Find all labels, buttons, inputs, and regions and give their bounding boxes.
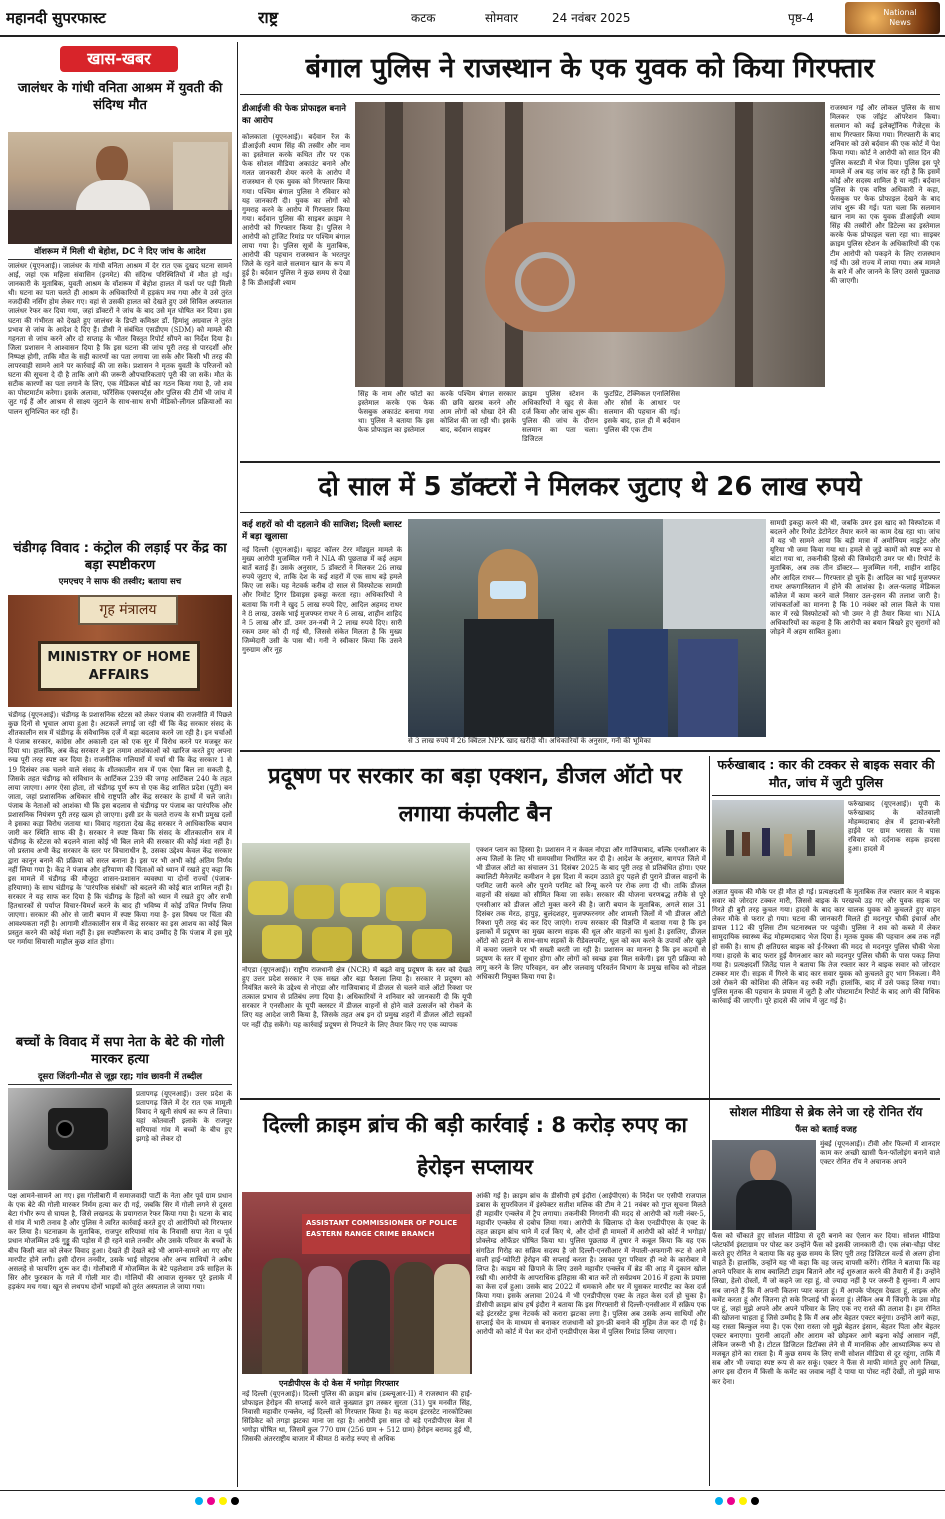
paper-name: महानदी सुपरफास्ट [6, 9, 106, 27]
story-pratapgarh-headline: बच्चों के विवाद में सपा नेता के बेटे की गोली मारकर हत्या [15, 1035, 225, 1067]
color-registration-marks [195, 1497, 255, 1507]
acp-banner-line2: EASTERN RANGE CRIME BRANCH [306, 1230, 435, 1238]
masthead-rule [0, 35, 945, 37]
story-bengal-col4: क्राइम पुलिस स्टेशन के अधिकारियों ने खुद से केस दर्ज किया और जांच शुरू की। पुलिस की जांच के दौरान सलमान का पता चला। डिजिटल [522, 390, 598, 444]
story-doctors-photo [408, 519, 766, 737]
day-label: सोमवार [485, 11, 519, 25]
story-ronit-subhead: फैंस को बताई वजह [795, 1125, 857, 1135]
story-heroin-col1: नई दिल्ली (यूएनआई)। दिल्ली पुलिस की क्राइम ब्रांच (डब्ल्यूआर-II) ने राजस्थान की हाई-प्रोफाइल हेरोइन की सप्लाई करने वाले कुख्यात ड्रग तस्कर सुरता (31) पुत्र मनवीत सिंह, निवासी महावीर एन्क्लेव, नई दिल्ली को गिरफ्तार किया है। यह कदम इंटरस्टेट नारकोटिक्स सिंडिकेट को तगड़ा झटका माना जा रहा है। आरोपी इस साल दो बड़े एनडीपीएस केस में भगोड़ा घोषित था, जिसमें कुल 770 ग्राम (256 ग्राम + 512 ग्राम) हेरोइन बरामद हुई थी, जिसकी अंतरराष्ट्रीय बाजार में कीमत 8 करोड़ रुपए से अधिक [242, 1390, 472, 1444]
national-news-logo: National News [845, 2, 940, 34]
story-ronit-photo [712, 1140, 816, 1230]
section-label: राष्ट्र [258, 8, 279, 27]
story-bengal-col5: फुटप्रिंट, टेक्निकल एनालिसिस और सोर्स के आधार पर सलमान की पहचान की गई। इसके बाद, हाल ही में बर्दवान पुलिस की एक टीम [604, 390, 680, 435]
story-chandigarh-headline: चंडीगढ़ विवाद : कंट्रोल की लड़ाई पर केंद्र का बड़ा स्पष्टीकरण [13, 541, 227, 573]
story-heroin-photo [242, 1192, 472, 1374]
story-pratapgarh-body-a: प्रतापगढ़ (यूएनआई)। उत्तर प्रदेश के प्रतापगढ़ जिले में देर रात एक मामूली विवाद ने खूनी संघर्ष का रूप ले लिया। यहां कोतवाली इलाके के राजपुर सरियावां गांव में बच्चों के बीच हुए झगड़े को लेकर दो [136, 1090, 232, 1144]
story-bengal-headline: बंगाल पुलिस ने राजस्थान के एक युवक को किया गिरफ्तार [305, 53, 875, 84]
story-ronit-top-rule [712, 1098, 940, 1100]
center-right-divider [709, 756, 710, 1486]
story-farrukhabad-body: अज्ञात युवक की मौके पर ही मौत हो गई। प्रत्यक्षदर्शी के मुताबिक तेज रफ्तार कार ने बाइक सवार को जोरदार टक्कर मारी, जिससे बाइक के परखच्चे उड़ गए और युवक सड़क पर गिरते ही बुरी तरह कुचल गया। हादसे के बाद कार चालक युवक को कुचलते हुए वाहन लेकर मौके से फरार हो गया। घटना की जानकारी मिलते ही मदनपुर चौकी इंचार्ज और डायल 112 की पुलिस टीम घटनास्थल पर पहुंची। पुलिस ने शव को कब्जे में लेकर सामुदायिक स्वास्थ्य केंद्र मोहम्मदाबाद भेज दिया है। मृतक युवक की पहचान अब तक नहीं हो सकी है। साथ ही क्षतिग्रस्त बाइक को ई-रिक्शा की मदद से मदनपुर पुलिस चौकी भेजा गया। हादसे के बाद फरार हुई वैगनआर कार को मदनपुर पुलिस चौकी के पास पकड़ लिया गया है। प्रत्यक्षदर्शी जितेंद्र पाल ने बताया कि तेज रफ्तार कार ने बाइक सवार को जोरदार टक्कर मार दी। सड़क में गिरने के बाद कार सवार युवक को कुचलते हुए भाग निकला। मैंने उसे रोकने की कोशिश की लेकिन वह रुकी नहीं। हालांकि, बाद में उसे पकड़ लिया गया। पुलिस मृतक की पहचान के प्रयास में जुटी है और पोस्टमार्टम रिपोर्ट के बाद आगे की विधिक कार्रवाई की जाएगी। पूरे हादसे की जांच में जुट गई है। [712, 888, 940, 1006]
ministry-sign-english: MINISTRY OF HOME AFFAIRS [38, 641, 200, 691]
story-bengal-col3: करके पश्चिम बंगाल सरकार की छवि खराब करने और आम लोगों को धोखा देने की कोशिश की जा रही थी। इसके बाद, बर्दवान साइबर [440, 390, 516, 435]
story-doctors-headline: दो साल में 5 डॉक्टरों ने मिलकर जुटाए थे 26 लाख रुपये [318, 472, 862, 502]
story-pratapgarh-subhead: दूसरा जिंदगी-मौत से जूझ रहा; गांव छावनी में तब्दील [8, 1071, 232, 1085]
date-label: 24 नवंबर 2025 [552, 11, 631, 25]
story-heroin-caption: एनडीपीएस के दो केस में भगोड़ा गिरफ्तार [276, 1377, 456, 1390]
khas-khabar-tag: खास-खबर [60, 46, 178, 72]
story-doctors-col3: सामग्री इकट्ठा करने की थी, जबकि उमर इस खाद को विस्फोटक में बदलने और रिमोट डेटोनेटर तैयार करने का काम देख रहा था। जांच में यह भी सामने आया कि बड़ी मात्रा में अमोनियम नाइट्रेट और यूरिया भी जमा किया गया था। हमले से जुड़े कामों को स्पष्ट रूप से बांटा गया था, तकनीकी हिस्से की जिम्मेदारी उमर पर थी। रिपोर्ट के मुताबिक, अब तक तीन डॉक्टर— मुजम्मिल गनी, शाहीन शाहिद और आदिल राथर— गिरफ्तार हो चुके हैं। आदिल का भाई मुजफ्फर राथर अफगानिस्तान में होने की आशंका है। अल-फलाह मेडिकल कॉलेज में काम करने वाले निसार उल-हसन की तलाश जारी है। जांचकर्ताओं का मानना है कि 10 नवंबर को लाल किले के पास कार में रखे विस्फोटकों को भी उमर ने ही तैयार किया था। NIA अधिकारियों का कहना है कि आरोपी का बयान बिखरे हुए सुरागों को जोड़ने में अहम साबित हुआ। [770, 519, 940, 637]
story-heroin-col2: आंकी गई है। क्राइम ब्रांच के डीसीपी हर्ष इंदौरा (आईपीएस) के निर्देश पर एसीपी राजपाल डबास के सुपरविजन में इंस्पेक्टर सतीश मलिक की टीम ने 21 नवंबर को गुप्त सूचना मिलते ही महावीर एन्क्लेव में ट्रैप लगाया। तकनीकी निगरानी की मदद से आरोपी को गली नंबर-5, महावीर एन्क्लेव से दबोच लिया गया। आरोपी के खिलाफ दो केस एनडीपीएस के एक्ट के तहत क्राइम ब्रांच थाने में दर्ज किए थे, और दोनों ही मामलों में आरोपी को कोर्ट ने भगोड़ा/प्रोक्लेम्ड ऑफेंडर घोषित किया था। पुलिस पूछताछ में तुषार ने कबूल किया कि वह एक संगठित गिरोह का सक्रिय सदस्य है जो दिल्ली-एनसीआर में नेपाली-अफगानी रूट से आने वाली हाई-प्योरिटी हेरोइन की सप्लाई करता है। उसका पूरा परिवार ही नशे के कारोबार में लिप्त है। काइम को छिपाने के लिए उसने महावीर एन्क्लेव में ब्रेड की आड़ में दुकान खोल रखी थी। आरोपी के आपराधिक इतिहास की बात करें तो सर्वप्रथम 2016 में हत्या के प्रयास का केस दर्ज हुआ। उसके बाद 2022 में धमकाने और घर में घुसकर मारपीट का केस दर्ज किया गया। इसके अलावा 2024 में भी एनडीपीएस एक्ट के तहत केस दर्ज हो चुका है। डीसीपी क्राइम ब्रांच हर्ष इंदौरा ने बताया कि इस गिरफ्तारी से दिल्ली-एनसीआर में सक्रिय एक बड़े इंटरस्टेट ड्रग्स नेटवर्क को करारा झटका लगा है। पुलिस अब उसके अन्य साथियों और सप्लाई चेन के माध्यम से बनाकर राजधानी को ड्रग-फ्री बनाने की मुहिम तेज कर दी गई है। आरोपी को कोर्ट में पेश कर दोनों एनडीपीएस केस में पुलिस रिमांड लिया जाएगा। [476, 1192, 706, 1337]
left-column-divider [237, 42, 238, 1487]
story-doctors-subhead: कई शहरों को थी दहलाने की साजिश; दिल्ली ब्लास्ट में बड़ा खुलासा [242, 520, 402, 542]
story-farrukhabad-photo [712, 800, 844, 884]
story-doctors-col2: से 3 लाख रुपये में 26 क्विंटल NPK खाद खरीदी थी। अधिकारियों के अनुसार, गनी की भूमिका [408, 737, 651, 745]
story-pratapgarh-body-b: पक्ष आमने-सामने आ गए। इस गोलीबारी में समाजवादी पार्टी के नेता और पूर्व ग्राम प्रधान के एक बेटे की गोली मारकर निर्मम हत्या कर दी गई, जबकि सिर में गोली लगने से दूसरा बेटा गंभीर रूप से घायल है, जिसे लखनऊ के प्रयागराज रेफर किया गया है। घटना के बाद से गांव में भारी तनाव है और पुलिस ने त्वरित कार्रवाई करते हुए दो आरोपियों को गिरफ्तार कर लिया है। घटनाक्रम के मुताबिक, राजपुर सरियावां गांव के निवासी सपा नेता व पूर्व प्रधान मोजम्मिल उर्फ गुड्डू की पड़ोस में ही रहने वाले तनवीर और उसके परिवार के बच्चों के बीच किसी बात को लेकर विवाद हुआ। देखते ही देखते बड़े भी आमने-सामने आ गए और मारपीट होने लगी। इसी दौरान तनवीर, उसके भाई सोहराब और अन्य साथियों ने अवैध असलहे से फायरिंग शुरू कर दी। गोलीबारी में मोजम्मिल के बेटे पहलेशाम उर्फ साहिल के सिर और फुरकान के गले में गोली मार दी। गोलियों की आवाज सुनकर पूरे इलाके में हड़कंप मच गया। खून से लथपथ दोनों भाइयों को तुरंत अस्पताल ले जाया गया। [8, 1192, 232, 1291]
story-jalandhar-photo [8, 132, 232, 244]
story-bengal-col1: कोलकाता (यूएनआई)। बर्दवान रेंज के डीआईजी श्याम सिंह की तस्वीर और नाम का इस्तेमाल करके कथित तौर पर एक फेक सोशल मीडिया अकाउंट बनाने और गलत जानकारी शेयर करने के आरोप में राजस्थान से एक युवक को गिरफ्तार किया गया। पश्चिम बंगाल पुलिस ने रविवार को यह जानकारी दी। युवक का लोगों को गुमराह करने के आरोप में गिरफ्तार किया गया। बर्दवान पुलिस की साइबर क्राइम ने आरोपी को गिरफ्तार किया है। पुलिस ने आरोपी को ट्रांजिट रिमांड पर पश्चिम बंगाल लाया गया है। पुलिस सूत्रों के मुताबिक, आरोपी की पहचान राजस्थान के भरतपुर जिले के रहने वाले सलमान खान के रूप में हुई है। बर्दवान पुलिस ने कुछ समय से देखा है कि डीआईजी श्याम [242, 133, 350, 287]
ministry-sign-hindi: गृह मंत्रालय [78, 595, 178, 625]
story-bengal-bottom-rule [240, 461, 940, 463]
story-bengal-subhead: डीआईजी की फेक प्रोफाइल बनाने का आरोप [242, 103, 350, 127]
color-registration-marks-right [715, 1497, 775, 1507]
acp-banner [302, 1214, 470, 1254]
story-chandigarh-photo [8, 595, 232, 707]
story-doctors-bottom-rule [240, 750, 940, 752]
story-pollution-photo [242, 843, 470, 963]
story-ronit-body: फैंस को चौंकाते हुए सोशल मीडिया से दूरी बनाने का ऐलान कर दिया। सोशल मीडिया प्लेटफॉर्म इंस्टाग्राम पर पोस्ट कर उन्होंने फैंस को इसकी जानकारी दी। एक लंबा-चौड़ा पोस्ट करते हुए रोनित ने बताया कि वह कुछ समय के लिए पूरी तरह डिजिटल वर्ल्ड से अलग होना चाहते हैं। हालांकि, उन्होंने यह भी कहा कि वह जल्द वापसी करेंगे। रोनित ने बताया कि वह अपने परिवार के साथ क्वालिटी टाइम बिताने और नई शुरुआत करने की तैयारी में हैं। उन्होंने लिखा, हेलो दोस्तों, मैं जो कहने जा रहा हूं, वो ज्यादा नहीं है पर जरूरी है सुनना। मैं आप सब जानते हैं कि मैं अपनी कितना प्यार करता हूं। मैं आपके पोस्ट्स देखता हूं, लाइक और कमेंट करता हूं और जितना हो सके रिप्लाई भी करता हूं। लेकिन अब मैं जिंदगी के उस मोड़ पर हूं, जहां मुझे अपने और अपने परिवार के लिए एक नए रास्ते की तलाश है। हम रोनित की खोजना चाहता हूं जिसे उम्मीद है कि मैं अब और बेहतर एक्टर बनूंगा। उन्होंने आगे कहा, यह रास्ता बिल्कुल नया है। एक ऐसा रास्ता जो मुझे बेहतर इंसान, बेहतर पिता और बेहतर एक्टर बनाएगा। पुरानी आदतों और आराम को छोड़कर आगे बढ़ना कोई आसान नहीं, लेकिन जरूरी भी है। टोटल डिजिटल डिटॉक्स लेने से मैं मानसिक और आध्यात्मिक रूप से मजबूत होने का रास्ता है। मैं कुछ समय के लिए सभी सोशल मीडिया से दूर रहूंगा, ताकि मैं सब और भी ज्यादा स्पष्ट रूप से कर सकूं। एक्टर ने फैंस से माफी मांगते हुए आगे लिखा, अगर इस दौरान मैं किसी के कमेंट का जवाब नहीं दे पाया या पोस्ट नहीं देखीं, तो मुझे माफ कर देना। [712, 1232, 940, 1386]
story-heroin-headline: दिल्ली क्राइम ब्रांच की बड़ी कार्रवाई : 8 करोड़ रुपए का हेरोइन सप्लायर [263, 1113, 687, 1179]
acp-banner-line1: ASSISTANT COMMISSIONER OF POLICE [306, 1219, 458, 1227]
story-bengal-col6: राजस्थान गई और लोकल पुलिस के साथ मिलकर एक जॉइंट ऑपरेशन किया। सलमान को कई इलेक्ट्रॉनिक गैजेट्स के साथ गिरफ्तार किया गया। गिरफ्तारी के बाद शनिवार को उसे बर्दवान की एक कोर्ट में पेश किया गया। कोर्ट ने आरोपी को सात दिन की पुलिस कस्टडी में भेज दिया। पुलिस इस पूरे मामले में अब यह जांच कर रही है कि इसमें कोई और सदस्य शामिल है या नहीं। बर्दवान पुलिस के एक वरिष्ठ अधिकारी ने कहा, फेसबुक पर फेक प्रोफाइल देखने के बाद जांच शुरू की गई। पता चला कि सलमान खान नाम का एक युवक डीआईजी श्याम सिंह की तस्वीरों और डिटेल्स का इस्तेमाल करके फेक प्रोफाइल चला रहा था। साइबर क्राइम पुलिस स्टेशन के अधिकारियों की एक टीम आरोपी को पकड़ने के लिए राजस्थान गई थी। उसे राज्य में लाया गया। अब मामले के बारे में और जानने के लिए उससे पूछताछ की जाएगी। [830, 104, 940, 285]
story-ronit-headline: सोशल मीडिया से ब्रेक लेने जा रहे रोनित रॉय [729, 1105, 923, 1119]
footer-rule [0, 1490, 945, 1491]
story-doctors-col1: नई दिल्ली (यूएनआई)। व्हाइट कॉलर टेरर मॉड्यूल मामले के मुख्य आरोपी मुजम्मिल गनी ने NIA की पूछताछ में कई अहम बातें बताई हैं। उसके अनुसार, 5 डॉक्टरों ने मिलकर 26 लाख रुपये जुटाए थे, ताकि देश के कई शहरों में एक साथ बड़े हमले किए जा सकें। यह नेटवर्क करीब दो साल से विस्फोटक सामग्री और रिमोट ट्रिगर डिवाइस इकट्ठा करता रहा। अधिकारियों ने बताया कि गनी ने खुद 5 लाख रुपये दिए, आदिल अहमद राथर ने 8 लाख, उसके भाई मुजफ्फर राथर ने 6 लाख, शाहीन शाहिद ने 5 लाख और डॉ. उमर उन-नबी ने 2 लाख रुपये दिए। सारी रकम उमर को दी गई थी, जिससे संकेत मिलता है कि मुख्य जिम्मेदारी उसी के पास थी। गनी ने स्वीकार किया कि उसने गुरुग्राम और नूह [242, 546, 402, 655]
story-jalandhar-caption: वॉशरूम में मिली थी बेहोश, DC ने दिए जांच के आदेश [8, 246, 232, 260]
story-jalandhar-headline: जालंधर के गांधी वनिता आश्रम में युवती की संदिग्ध मौत [17, 81, 223, 113]
story-jalandhar-body: जालंधर (यूएनआई)। जालंधर के गांधी वनिता आश्रम में देर रात एक दुखद घटना सामने आई, जहां एक महिला संवासिन (इनमेट) की संदिग्ध परिस्थितियों में मौत हो गई। जानकारी के मुताबिक, युवती आश्रम के वॉशरूम में बेहोश हालत में फर्श पर पड़ी मिली थी। घटना का पता चलते ही आश्रम के अधिकारियों में हड़कंप मच गया और वे उसे तुरंत नजदीकी नर्सिंग होम लेकर गए। वहां से उसकी हालत को देखते हुए उसे सिविल अस्पताल जालंधर रेफर कर दिया गया, जहां डॉक्टरों ने जांच के बाद उसे मृत घोषित कर दिया। इस घटना की गंभीरता को देखते हुए जालंधर के डिप्टी कमिश्नर डॉ. हिमांशु अग्रवाल ने तुरंत प्रभाव से जांच के आदेश दे दिए हैं। डीसी ने संबंधित एसडीएम (SDM) को मामले की गहनता से जांच करने और दो सप्ताह के भीतर विस्तृत रिपोर्ट सौंपने का निर्देश दिया है। जिला प्रशासन ने आश्वासन दिया है कि इस घटना की जांच पूरी तरह से पारदर्शी और निष्पक्ष होगी, ताकि मौत के सही कारणों का पता लगाया जा सके और किसी भी तरह की लापरवाही सामने आने पर कार्रवाई की जा सके। प्रशासन ने मृतक युवती के परिजनों को घटना की सूचना दे दी है ताकि आगे की जरूरी औपचारिकताएं पूरी की जा सकें। मौत के सटीक कारणों का पता लगाने के लिए, एक मेडिकल बोर्ड का गठन किया गया है, जो शव का पोस्टमार्टम करेगा। इसके अलावा, फॉरेंसिक एक्सपर्ट्स और पुलिस की टीमें भी जांच में जुट गई हैं और आश्रम से साक्ष्य जुटाने के साथ-साथ सभी मेडिको-लीगल प्रक्रियाओं का पालन सुनिश्चित कर रही हैं। [8, 262, 232, 416]
masthead [0, 0, 945, 36]
story-bengal-photo [355, 102, 825, 387]
story-chandigarh-body: चंडीगढ़ (यूएनआई)। चंडीगढ़ के प्रशासनिक स्टेटस को लेकर पंजाब की राजनीति में पिछले कुछ दिनों से भूचाल आया हुआ है। अटकलें लगाई जा रही थीं कि केंद्र सरकार संसद के शीतकालीन सत्र में चंडीगढ़ के संवैधानिक दर्जे में बड़ा बदलाव करने जा रही है। इन चर्चाओं ने पंजाब सरकार, कांग्रेस और अकाली दल को एक सुर में विरोध करने पर मजबूर कर दिया था। हालांकि, अब केंद्र सरकार ने इन तमाम आशंकाओं को खारिज करते हुए अपना रुख पूरी तरह स्पष्ट कर दिया है। राजनीतिक गलियारों में चर्चा थी कि केंद्र सरकार 1 से 19 दिसंबर तक चलने वाले संसद के शीतकालीन सत्र में एक ऐसा बिल ला सकती है, जिसके तहत चंडीगढ़ को संविधान के आर्टिकल 239 की जगह आर्टिकल 240 के तहत लाया जाएगा। अगर ऐसा होता, तो चंडीगढ़ पूर्ण रूप से एक केंद्र शासित प्रदेश (यूटी) बन जाता, जहां प्रशासनिक अधिकार सीधे राष्ट्रपति और केंद्र सरकार के हाथों में चले जाते। पंजाब के नेताओं को आशंका थी कि इस बदलाव से चंडीगढ़ पर पंजाब का पारंपरिक और प्रशासनिक नियंत्रण पूरी तरह खत्म हो जाएगा। इसी डर के चलते राज्य के सभी प्रमुख दलों ने इसका कड़ा विरोध जताया था। विवाद गहराता देख केंद्र सरकार ने आधिकारिक बयान जारी कर स्थिति साफ की है। सरकार ने स्पष्ट किया कि संसद के शीतकालीन सत्र में चंडीगढ़ के स्टेटस को बदलने वाला कोई भी बिल लाने की सरकार की कोई मंशा नहीं है। जो प्रस्ताव अभी केंद्र सरकार के स्तर पर विचाराधीन है, उसका उद्देश्य केवल केंद्र सरकार द्वारा कानून बनाने की प्रक्रिया को सरल बनाना है। इस पर भी अभी कोई अंतिम निर्णय नहीं लिया गया है। केंद्र ने पंजाब और हरियाणा की चिंताओं को ध्यान में रखते हुए कहा कि इस मामले में चंडीगढ़ की मौजूदा शासन-प्रशासन व्यवस्था या दोनों राज्यों (पंजाब-हरियाणा) के साथ चंडीगढ़ के 'पारंपरिक संबंधों' को बदलने की कोई बात शामिल नहीं है। सरकार ने यह साफ कर दिया है कि चंडीगढ़ के हितों को ध्यान में रखते हुए और सभी हितधारकों से पर्याप्त विचार-विमर्श करने के बाद ही भविष्य में कोई उचित निर्णय लिया जाएगा। सरकार की ओर से जारी बयान में स्पष्ट किया गया है- इस विषय पर चिंता की आवश्यकता नहीं है। आगामी शीतकालीन सत्र में केंद्र सरकार का इस आशय का कोई बिल प्रस्तुत करने की कोई मंशा नहीं है। इस स्पष्टीकरण के बाद उम्मीद है कि पंजाब में इस मुद्दे पर गर्माया सियासी माहौल कुछ शांत होगा। [8, 711, 232, 947]
story-doctors-rule [240, 512, 940, 513]
story-farrukhabad-intro: फर्रुखाबाद (यूएनआई)। यूपी के फर्रुखाबाद के कोतवाली मोहम्मदाबाद क्षेत्र में इटावा-बरेली हाईवे पर ग्राम भरासा के पास रविवार को दर्दनाक सड़क हादसा हुआ। हादसे में [848, 800, 940, 854]
story-pratapgarh-photo [8, 1088, 132, 1190]
story-farrukhabad-rule [712, 795, 940, 796]
story-chandigarh-subhead: एमएचए ने साफ की तस्वीर; बताया सच [58, 577, 182, 587]
story-pollution-col-a: नोएडा (यूएनआई)। राष्ट्रीय राजधानी क्षेत्र (NCR) में बढ़ते वायु प्रदूषण के स्तर को देखते हुए उत्तर प्रदेश सरकार ने एक सख्त और बड़ा फैसला लिया है। सरकार ने प्रदूषण को नियंत्रित करने के उद्देश्य से नोएडा और गाजियाबाद में डीजल से चलने वाले ऑटो रिक्शा पर तत्काल प्रभाव से प्रतिबंध लगा दिया है। अधिकारियों ने शनिवार को जानकारी दी कि यूपी सरकार ने एनसीआर के यूपी क्लस्टर में डीजल वाहनों से होने वाले उत्सर्जन को रोकने के लिए यह आदेश जारी किया है, जिसके तहत अब इन दो प्रमुख शहरों में डीजल ऑटो सड़कों पर नहीं दौड़ सकेंगे। यह कार्रवाई प्रदूषण से निपटने के लिए तैयार किए गए एक व्यापक [242, 966, 472, 1029]
story-bengal-rule [240, 94, 940, 95]
page-number: पृष्ठ-4 [788, 11, 814, 25]
city-label: कटक [411, 11, 436, 25]
story-bengal-col2: सिंह के नाम और फोटो का इस्तेमाल करके एक फेक फेसबुक अकाउंट बनाया गया था। पुलिस ने बताया कि इस फेक प्रोफाइल का इस्तेमाल [358, 390, 434, 435]
story-ronit-intro: मुंबई (यूएनआई)। टीवी और फिल्मों में शानदार काम कर अच्छी खासी फैन-फॉलोइंग बनाने वाले एक्टर रोनित रॉय ने अचानक अपने [820, 1140, 940, 1167]
story-farrukhabad-headline: फर्रुखाबाद : कार की टक्कर से बाइक सवार की मौत, जांच में जुटी पुलिस [717, 757, 935, 790]
story-pollution-col-b: एक्शन प्लान का हिस्सा है। प्रशासन ने न केवल नोएडा और गाजियाबाद, बल्कि एनसीआर के अन्य जिलों के लिए भी समयसीमा निर्धारित कर दी है। आदेश के अनुसार, बागपत जिले में भी डीजल ऑटो का संचालन 31 दिसंबर 2025 के बाद पूरी तरह से प्रतिबंधित होगा। एयर क्वालिटी मैनेजमेंट कमीशन ने इस दिशा में कदम उठाते हुए पहले ही पुराने डीजल वाहनों के परमिट जारी करने और पुराने परमिट को रिन्यू करने पर रोक लगा दी थी। ताकि डीजल वाहनों की संख्या को सीमित किया जा सके। सरकार की योजना चरणबद्ध तरीके से पूरे एनसीआर को डीजल ऑटो मुक्त करने की है। जारी बयान के मुताबिक, अगले साल 31 दिसंबर तक मेरठ, हापुड़, बुलंदशहर, मुजफ्फरनगर और शामली जिलों में भी डीजल ऑटो रिक्शा पूरी तरह बंद कर दिए जाएंगे। राज्य सरकार की विज्ञप्ति में बताया गया है कि इन इलाकों में प्रदूषण का मुख्य कारण सड़क की धूल और वाहनों का धुआं है। इसलिए, डीजल ऑटो को हटाने के साथ-साथ सड़कों के रीडेवलपमेंट, धूल को कम करने के उपायों और खुले में कचरा जलाने पर भी सख्ती बरती जा रही है। प्रशासन का मानना है कि इन कदमों से प्रदूषण के स्तर में सुधार होगा और लोगों को स्वच्छ हवा मिल सकेगी। इस पूरी प्रक्रिया को लागू करने के लिए परिवहन, वन और जलवायु परिवर्तन विभाग के प्रमुख सचिव को नोडल अधिकारी नियुक्त किया गया है। [476, 846, 706, 982]
story-pollution-headline: प्रदूषण पर सरकार का बड़ा एक्शन, डीजल ऑटो पर लगाया कंपलीट बैन [268, 764, 682, 827]
